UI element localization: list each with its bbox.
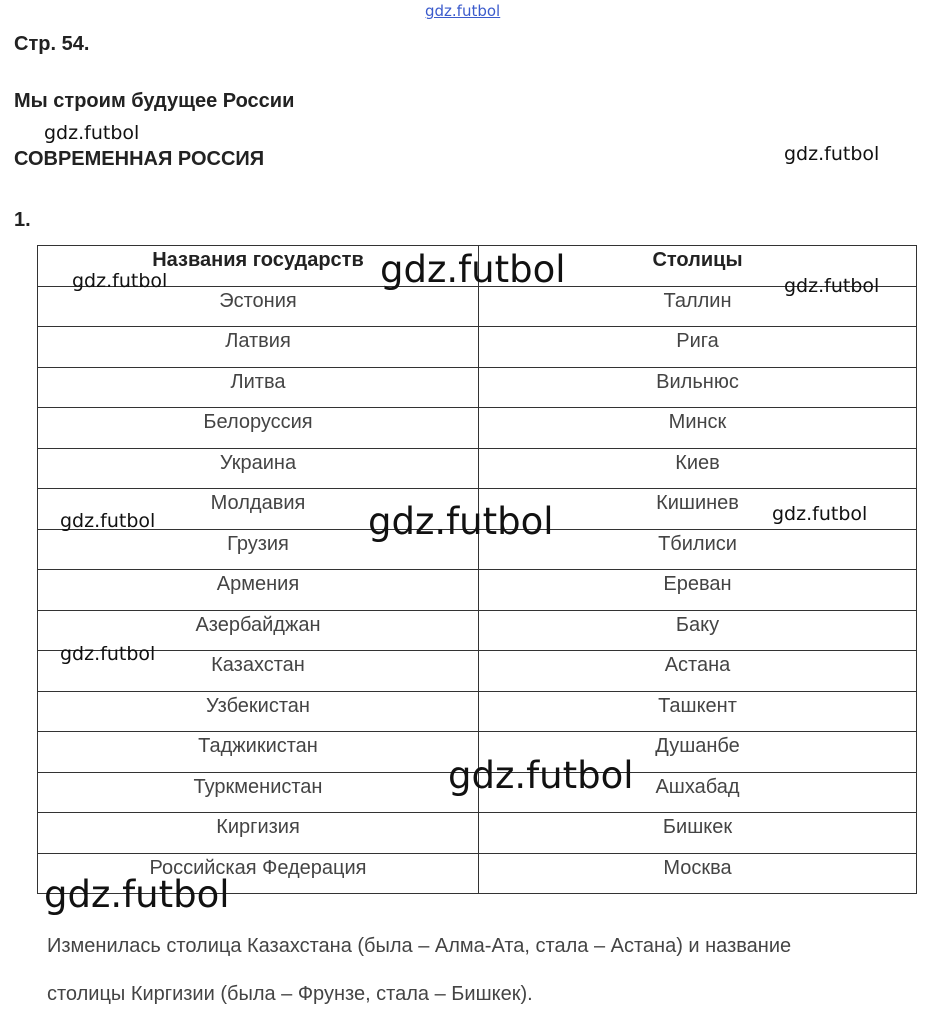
column-header-states: Названия государств [38, 246, 479, 287]
table-row [38, 408, 917, 449]
watermark: gdz.futbol [60, 510, 156, 532]
watermark: gdz.futbol [368, 500, 554, 543]
watermark: gdz.futbol [44, 122, 140, 144]
state-name-cell: Российская Федерация [38, 853, 479, 894]
site-link[interactable]: gdz.futbol [425, 2, 501, 20]
watermark: gdz.futbol [784, 143, 880, 165]
watermark: gdz.futbol [72, 270, 168, 292]
table-row [38, 651, 917, 692]
state-name-cell: Киргизия [38, 813, 479, 854]
state-name-cell: Узбекистан [38, 691, 479, 732]
table-row [38, 570, 917, 611]
note-line-1: Изменилась столица Казахстана (была – Алма-Ата, стала – Астана) и название [47, 935, 792, 957]
capital-name-cell: Вильнюс [479, 367, 917, 408]
capital-name-cell: Таллин [479, 286, 917, 327]
table-body [38, 286, 917, 894]
column-header-capitals: Столицы [479, 246, 917, 287]
page-reference: Стр. 54. [14, 33, 90, 55]
table-row [38, 367, 917, 408]
capital-name-cell: Минск [479, 408, 917, 449]
capital-name-cell: Рига [479, 327, 917, 368]
capital-name-cell: Киев [479, 448, 917, 489]
state-name-cell: Таджикистан [38, 732, 479, 773]
note-line-2: столицы Киргизии (была – Фрунзе, стала – Бишкек). [47, 983, 533, 1005]
capital-name-cell: Ереван [479, 570, 917, 611]
watermark: gdz.futbol [448, 754, 634, 797]
task-number: 1. [14, 209, 31, 231]
state-name-cell: Казахстан [38, 651, 479, 692]
capital-name-cell: Москва [479, 853, 917, 894]
lesson-title: Мы строим будущее России [14, 90, 295, 112]
state-name-cell: Украина [38, 448, 479, 489]
table-row [38, 327, 917, 368]
state-name-cell: Литва [38, 367, 479, 408]
watermark: gdz.futbol [784, 275, 880, 297]
capital-name-cell: Бишкек [479, 813, 917, 854]
state-name-cell: Белоруссия [38, 408, 479, 449]
table-row [38, 691, 917, 732]
watermark: gdz.futbol [380, 248, 566, 291]
capital-name-cell: Баку [479, 610, 917, 651]
capital-name-cell: Кишинев [479, 489, 917, 530]
table-row [38, 448, 917, 489]
section-title: СОВРЕМЕННАЯ РОССИЯ [14, 148, 265, 170]
capital-name-cell: Душанбе [479, 732, 917, 773]
capital-name-cell: Тбилиси [479, 529, 917, 570]
watermark: gdz.futbol [44, 873, 230, 916]
capital-name-cell: Астана [479, 651, 917, 692]
capital-name-cell: Ташкент [479, 691, 917, 732]
state-name-cell: Туркменистан [38, 772, 479, 813]
watermark: gdz.futbol [772, 503, 868, 525]
state-name-cell: Армения [38, 570, 479, 611]
table-row [38, 610, 917, 651]
capital-name-cell: Ашхабад [479, 772, 917, 813]
watermark: gdz.futbol [60, 643, 156, 665]
state-name-cell: Эстония [38, 286, 479, 327]
table-row [38, 813, 917, 854]
state-name-cell: Латвия [38, 327, 479, 368]
state-name-cell: Азербайджан [38, 610, 479, 651]
state-name-cell: Молдавия [38, 489, 479, 530]
state-name-cell: Грузия [38, 529, 479, 570]
